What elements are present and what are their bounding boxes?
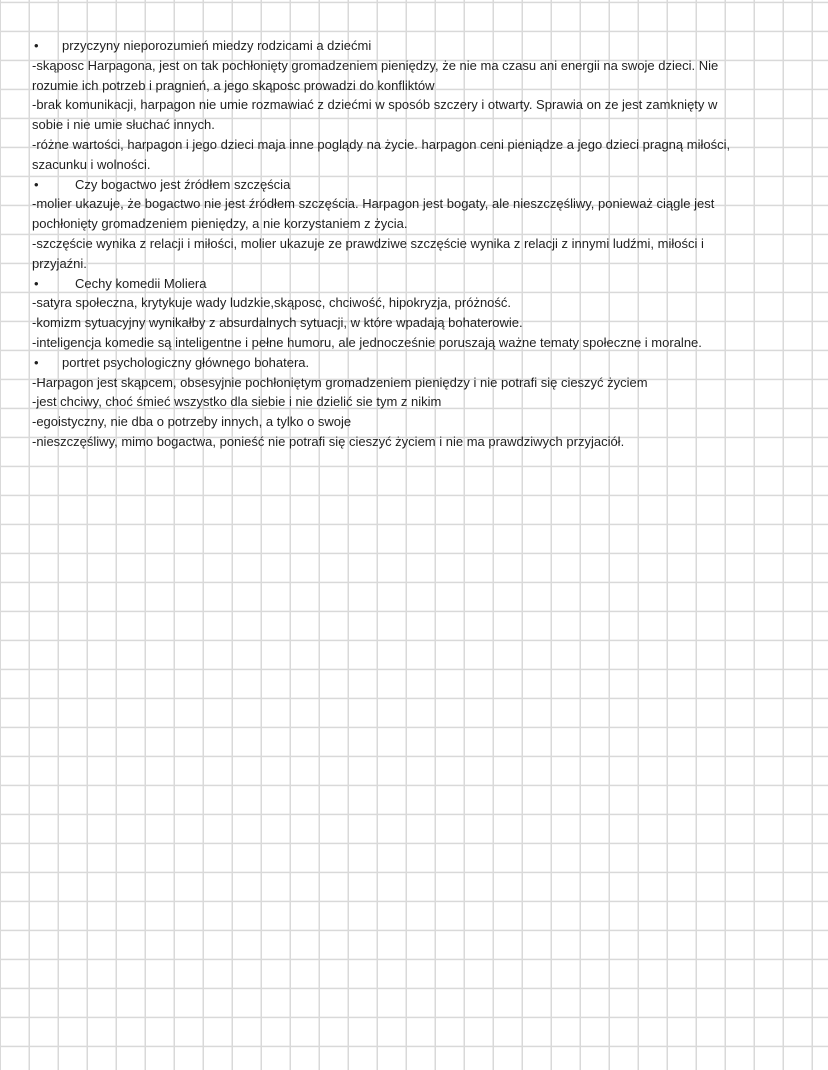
note-line: -Harpagon jest skąpcem, obsesyjnie pochłoniętym gromadzeniem pieniędzy i nie potrafi się cieszyć życiem <box>32 374 648 390</box>
note-line: -nieszczęśliwy, mimo bogactwa, ponieść nie potrafi się cieszyć życiem i nie ma prawdziwych przyjaciół. <box>32 433 625 449</box>
note-line: -komizm sytuacyjny wynikałby z absurdalnych sytuacji, w które wpadają bohaterowie. <box>32 315 523 331</box>
bullet-icon: • <box>34 176 39 192</box>
notes-page <box>32 36 822 452</box>
note-line: -brak komunikacji, harpagon nie umie rozmawiać z dziećmi w sposób szczery i otwarty. Sprawia on ze jest zamknięty w <box>32 97 718 113</box>
note-line: -satyra społeczna, krytykuje wady ludzkie,skąposc, chciwość, hipokryzja, próżność. <box>32 295 512 311</box>
section-wealth-happiness <box>32 175 822 274</box>
bullet-heading: • portret psychologiczny głównego bohatera. <box>32 353 822 373</box>
section-causes <box>32 36 822 175</box>
section-portrait <box>32 353 822 452</box>
bullet-icon: • <box>34 275 39 291</box>
note-line: rozumie ich potrzeb i pragnień, a jego skąposc prowadzi do konfliktów <box>32 77 435 93</box>
bullet-heading: • Czy bogactwo jest źródłem szczęścia <box>32 175 822 195</box>
bullet-icon: • <box>34 38 39 53</box>
note-line: szacunku i wolności. <box>32 156 151 172</box>
note-line: -jest chciwy, choć śmieć wszystko dla siebie i nie dzielić sie tym z nikim <box>32 394 442 410</box>
note-line: -molier ukazuje, że bogactwo nie jest źródłem szczęścia. Harpagon jest bogaty, ale nieszczęśliwy, ponieważ ciągle jest <box>32 196 715 212</box>
note-line: -egoistyczny, nie dba o potrzeby innych, a tylko o swoje <box>32 414 352 430</box>
note-line: -różne wartości, harpagon i jego dzieci maja inne poglądy na życie. harpagon ceni pieniądze a jego dzieci pragną miłości, <box>32 136 731 152</box>
bullet-heading: • przyczyny nieporozumień miedzy rodzicami a dziećmi <box>32 36 822 56</box>
note-line: przyjaźni. <box>32 255 87 271</box>
bullet-heading: • Cechy komedii Moliera <box>32 274 822 294</box>
note-line: sobie i nie umie słuchać innych. <box>32 117 215 133</box>
note-line: -skąposc Harpagona, jest on tak pochłonięty gromadzeniem pieniędzy, że nie ma czasu ani energii na swoje dzieci. Nie <box>32 57 719 73</box>
bullet-icon: • <box>34 354 39 370</box>
note-line: -inteligencja komedie są inteligentne i pełne humoru, ale jednocześnie poruszają ważne tematy społeczne i moralne. <box>32 334 702 350</box>
section-comedy-features <box>32 274 822 353</box>
note-line: -szczęście wynika z relacji i miłości, molier ukazuje ze prawdziwe szczęście wynika z relacji z innymi ludźmi, miłości i <box>32 235 704 251</box>
note-line: pochłonięty gromadzeniem pieniędzy, a nie korzystaniem z życia. <box>32 216 408 232</box>
